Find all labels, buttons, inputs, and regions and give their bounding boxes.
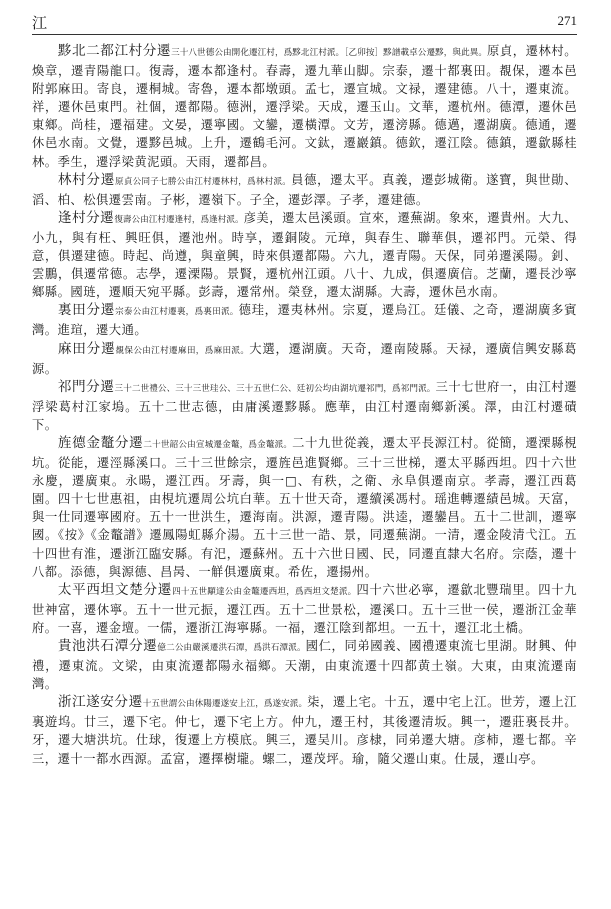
page-number: 271 — [557, 13, 577, 28]
entry-heading: 裏田分遷 — [57, 302, 116, 319]
entry-heading: 黟北二都江村分遷 — [57, 43, 172, 59]
entry-note: 三十二世禮公、三十三世珪公、三十五世仁公、廷初公均由湖坑遷祁門，爲祁門派。 — [114, 383, 436, 394]
entry-note: 十五世謂公由休陽遷遂安上江，爲遂安派。 — [142, 699, 308, 710]
entry-note: 四十五世顒達公由金鼇遷西坦，爲西坦文楚派。 — [172, 586, 357, 597]
entry-text: 彦美，遷太邑溪頭。宣來，遷蕪湖。象來，遷貴州。大九、小九，與有枉、興旺俱，遷池州。時享，遷銅陵。元璋，與春生、聯華俱，遷祁門。元榮、得意，俱遷建德。時起、尚遵，與童興，時來俱遷都陽。六九，遷青陽。天保，同弟遷溪陽。釗、雲鵬，俱遷常德。志學，遷溧陽。景賢，遷杭州江頭。八十、九成，俱遷廣信。芝蘭，遷長沙寧鄉縣。國琏，遷順天宛平縣。彭壽，遷常州。榮登，遷太湖縣。大壽，遷休邑水南。 — [32, 210, 577, 300]
entry-heading: 貴池洪石潭分遷 — [57, 638, 158, 654]
entry-note: 三十八世德公由開化遷江村，爲黟北江村派。［乙卯按］黟譜載卓公遷黟，與此異。 — [171, 48, 488, 58]
migration-entry — [32, 581, 577, 637]
entry-text: 柒，遷上宅。十五，遷中宅上江。世芳，遷上江裏遊坞。廿三，遷下宅。仲七，遷下宅上方。仲九，遷王村，其後遷清坂。興一，遷莊裏長井。牙，遷大塘洪坑。仕球，復遷上方模底。興三，遷吴川。彦棣，同弟遷大塘。彦柿，遷七都。辛三，遷十一都水西源。孟富，遷擇樹壠。螺二，遷茂坪。瑜，隨父遷山東。仕晟，遷山亭。 — [32, 695, 577, 766]
entry-text: 德珪，遷夷林州。宗夏，遷烏江。廷儀、之奇，遷湖廣多賓灣。進瑄，遷大通。 — [32, 303, 577, 338]
entry-text: 二十九世從義，遷太平長源江村。從簡，遷溧縣梘坑。從能，遷涇縣溪口。三十三世餘宗，遷旌邑進賢鄉。三十三世梯，遷太平縣西坦。四十六世永慶，遷廣東。永暘，遷江西。牙壽，與一□、有秩，之衛、永阜俱遷南京。孝壽，遷江西葛園。四十七世惠祖，由梘坑遷周公坑白華。五十世天奇，遷續溪馮村。瑶進轉遷績邑城。天富，與一仕同遷寧國府。五十一世洪生，遷海南。洪源，遷青陽。洪逵，遷鑾昌。五十二世訓，遷寧國。《按》《金鼇譜》遷鳳陽虹縣介湯。五十三世一誥、景，同遷蕪湖。一清，遷金陵清弋江。五十四世有淮，遷浙江臨安縣。有汜，遷蘇州。五十六世日國、民，同遷直隸大名府。宗蔭，遷十八都。添德，與源德、昌昺、一觧俱遷廣東。希佐，遷揚州。 — [32, 435, 577, 579]
migration-entry — [32, 209, 577, 301]
entry-note: 億二公由嚴溪遷洪石潭，爲洪石潭派。 — [157, 643, 306, 653]
running-header — [32, 10, 577, 35]
entry-note: 二十世韶公由宣城遷金鼇，爲金鼇派。 — [143, 439, 293, 450]
entry-note: 覩保公由江村遷麻田，爲麻田派。 — [115, 345, 250, 356]
entry-text: 三十七世府一，由江村遷浮梁葛村江家塢。五十二世志德，由庸溪遷黟縣。應華，由江村遷南鄉新溪。澤，由江村遷磧下。 — [32, 379, 577, 432]
entry-heading: 浙江遂安分遷 — [57, 694, 143, 711]
migration-entry — [32, 434, 577, 581]
entry-heading: 麻田分遷 — [57, 340, 116, 357]
entry-text: 四十六世必寧，遷歙北豐瑞里。四十九世神富，遷休寧。五十一世元振，遷江西。五十二世景松，遷溪口。五十三世一侯，遷浙江金華府。一喜，遷金壇。一儒，遷浙江海寧縣。一福，遷江陰到都坦。一五十，遷江北土橋。 — [32, 582, 577, 635]
entry-text: 原貞，遷林村。煥章，遷青陽龍口。復壽，遷本都逢村。春壽，遷九華山脚。宗泰，遷十都裏田。覩保，遷本邑附郭麻田。寄良，遷桐城。寄魯，遷本都墩頭。孟七，遷宣城。文禄，遷建德。八十，遷東流。祥，遷休邑東門。社個，遷都陽。德洲，遷浮梁。天成，遷玉山。文華，遷杭州。德潭，遷休邑東鄉。尚桂，遷福建。文晏，遷寧國。文鑾，遷橫潭。文芳，遷滂縣。德邁，遷湖廣。德通，遷休邑水南。文覺，遷黟邑城。上升，遷鶴毛河。文鈦，遷巖鎮。德欽，遷江陰。德鎮，遷歙縣桂林。季生，遷浮梁黄泥頭。天雨，遷都昌。 — [32, 44, 577, 169]
migration-entry — [32, 340, 577, 378]
migration-entry — [32, 171, 577, 209]
entry-note: 宗泰公由江村遷裏，爲裏田派。 — [115, 307, 239, 318]
entry-text: 大選，遷湖廣。天奇，遷南陵縣。天禄，遷廣信興安縣葛源。 — [32, 341, 577, 376]
entry-text: 國仁，同弟國義、國禮遷東流七里湖。財興、仲禮，遷東流。文梁，由東流遷都陽永福鄉。天潮，由東流遷十四都黄土嶺。大東，由東流遷南灣。 — [32, 639, 577, 692]
entry-heading: 祁門分遷 — [57, 378, 115, 395]
section-title: 江 — [32, 14, 48, 32]
entry-heading: 太平西坦文楚分遷 — [57, 581, 173, 598]
entry-note: 復壽公由江村遷逢村，爲逢村派。 — [114, 214, 244, 225]
entry-note: 原貞公同子七勝公由江村遷林村，爲林村派。 — [115, 176, 292, 187]
entry-heading: 林村分遷 — [57, 171, 116, 188]
migration-entry — [32, 42, 577, 171]
page-body — [32, 42, 577, 902]
migration-entry — [32, 301, 577, 339]
entry-text: 員德，遷太平。真義，遷彭城衛。遂寶，與世勛、滔、柏、松俱遷雲南。子彬，遷嶺下。子全，遷彭澤。子孝，遷建德。 — [32, 172, 577, 207]
migration-entry — [32, 637, 577, 693]
entry-heading: 旌德金鼇分遷 — [57, 434, 144, 451]
migration-entry — [32, 378, 577, 434]
migration-entry — [32, 693, 577, 767]
entry-heading: 逢村分遷 — [57, 209, 115, 226]
